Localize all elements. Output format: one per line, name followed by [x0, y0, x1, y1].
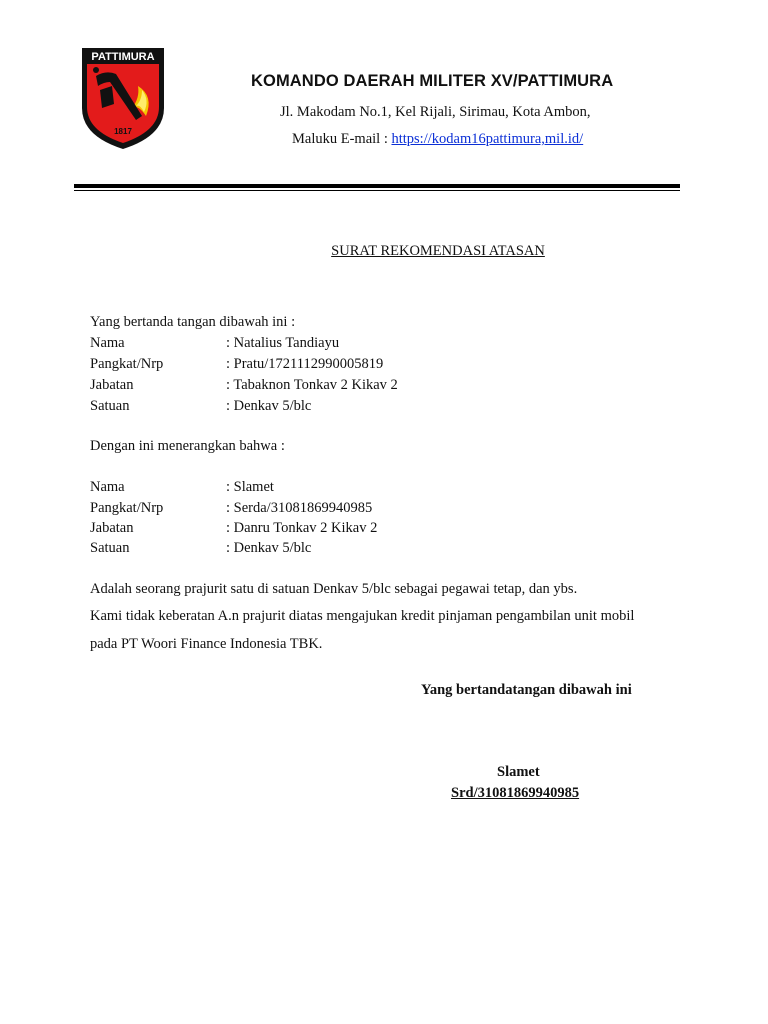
statement-intro: Dengan ini menerangkan bahwa : — [90, 438, 285, 454]
logo-year-text: 1817 — [114, 127, 132, 136]
subject-value: : Serda/31081869940985 — [226, 500, 373, 516]
subject-label: Nama — [90, 479, 125, 495]
subject-label: Satuan — [90, 540, 130, 556]
intro-text: Yang bertanda tangan dibawah ini : — [90, 314, 296, 330]
signer-label: Satuan — [90, 398, 130, 414]
subject-value: : Danru Tonkav 2 Kikav 2 — [226, 520, 378, 536]
body-line: Kami tidak keberatan A.n prajurit diatas mengajukan kredit pinjaman pengambilan unit mobil — [90, 608, 635, 624]
signature-id: Srd/31081869940985 — [451, 785, 580, 801]
org-name: KOMANDO DAERAH MILITER XV/PATTIMURA — [251, 72, 614, 90]
signer-value: : Pratu/1721112990005819 — [226, 356, 384, 372]
signer-value: : Natalius Tandiayu — [226, 335, 340, 351]
subject-label: Jabatan — [90, 520, 134, 536]
body-line: Adalah seorang prajurit satu di satuan Denkav 5/blc sebagai pegawai tetap, dan ybs. — [90, 581, 578, 597]
logo-title-text: PATTIMURA — [91, 51, 155, 63]
signer-value: : Denkav 5/blc — [226, 398, 312, 414]
address-line-1: Jl. Makodam No.1, Kel Rijali, Sirimau, Kota Ambon, — [280, 104, 591, 120]
subject-value: : Denkav 5/blc — [226, 540, 312, 556]
address-line-2 — [292, 131, 583, 148]
signature-closing: Yang bertandatangan dibawah ini — [421, 682, 632, 698]
signature-name: Slamet — [497, 764, 540, 780]
subject-value: : Slamet — [226, 479, 274, 495]
signer-label: Pangkat/Nrp — [90, 356, 164, 372]
signer-label: Jabatan — [90, 377, 134, 393]
header-rule-thin — [74, 190, 680, 191]
pattimura-logo — [80, 46, 166, 150]
body-line: pada PT Woori Finance Indonesia TBK. — [90, 636, 323, 652]
email-prefix: Maluku E-mail : — [292, 131, 392, 147]
document-title: SURAT REKOMENDASI ATASAN — [331, 243, 545, 259]
header-rule-thick — [74, 184, 680, 188]
website-link[interactable]: https://kodam16pattimura,mil.id/ — [391, 131, 584, 147]
subject-label: Pangkat/Nrp — [90, 500, 164, 516]
signer-label: Nama — [90, 335, 125, 351]
signer-value: : Tabaknon Tonkav 2 Kikav 2 — [226, 377, 398, 393]
